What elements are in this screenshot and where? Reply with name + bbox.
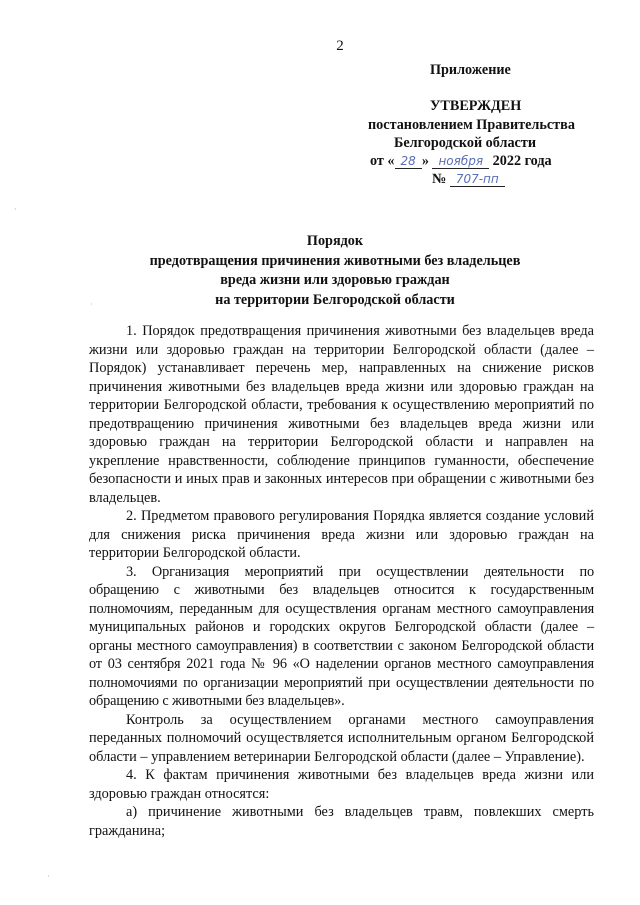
paragraph-1: 1. Порядок предотвращения причинения животными без владельцев вреда жизни или здоровью граждан на территории Белгородской области (далее – Порядок) устанавливает перечень мер, направленных на снижение рисков причинения животными без владельцев вреда жизни или здоровью граждан на территории Белгородской области, требования к осуществлению мероприятий по предотвращению причинения животными без владельцев вреда жизни или здоровью граждан на территории Белгородской области и направлен на укрепление нравственности, соблюдение принципов гуманности, обеспечение безопасности и иных прав и законных интересов при обращении с животными без владельцев.: [89, 323, 594, 506]
paragraph-4a: а) причинение животными без владельцев травм, повлекших смерть гражданина;: [89, 804, 594, 839]
title-line-3: вреда жизни или здоровью граждан: [220, 272, 450, 288]
document-body: [89, 322, 594, 840]
approved-by-line-1: постановлением Правительства: [368, 117, 575, 133]
paragraph-4: 4. К фактам причинения животными без владельцев вреда жизни или здоровью граждан относятся:: [89, 767, 594, 802]
appendix-label: Приложение: [430, 62, 511, 78]
scan-speck: ·: [14, 205, 17, 214]
number-prefix: №: [432, 171, 447, 187]
approved-by-line-2: Белгородской области: [394, 135, 536, 151]
approved-label: УТВЕРЖДЕН: [430, 98, 522, 114]
paragraph-control: Контроль за осуществлением органами местного самоуправления переданных полномочий осуществляется исполнительным органом Белгородской области – управлением ветеринарии Белгородской области (далее – Управление).: [89, 711, 594, 765]
approval-number: [432, 169, 505, 189]
title-line-1: Порядок: [306, 233, 364, 249]
number-value: 707-пп: [450, 172, 505, 187]
title-line-4: на территории Белгородской области: [215, 291, 455, 308]
date-day: 28: [395, 154, 422, 169]
page-number: 2: [336, 38, 344, 54]
paragraph-3: 3. Организация мероприятий при осуществлении деятельности по обращению с животными без владельцев относится к государственным полномочиям, переданным для осуществления органам местного самоуправления муниципальных районов и городских округов Белгородской области (далее – органы местного самоуправления) в соответствии с законом Белгородской области от 03 сентября 2021 года № 96 «О наделении органов местного самоуправления полномочиями по организации мероприятий при осуществлении деятельности по обращению с животными без владельцев».: [89, 563, 594, 709]
date-mid: »: [421, 153, 429, 169]
title-line-2: предотвращения причинения животными без владельцев: [149, 252, 521, 269]
scan-speck: ·: [90, 300, 93, 309]
document-title: [90, 232, 580, 310]
scan-speck: ·: [47, 872, 50, 881]
paragraph-2: 2. Предметом правового регулирования Порядка является создание условий для снижения риска причинения вреда жизни или здоровью граждан на территории Белгородской области.: [89, 508, 594, 561]
date-prefix: от «: [370, 153, 395, 169]
date-month: ноября: [432, 154, 489, 169]
date-year: 2022 года: [492, 153, 552, 169]
approval-date: [370, 151, 552, 171]
